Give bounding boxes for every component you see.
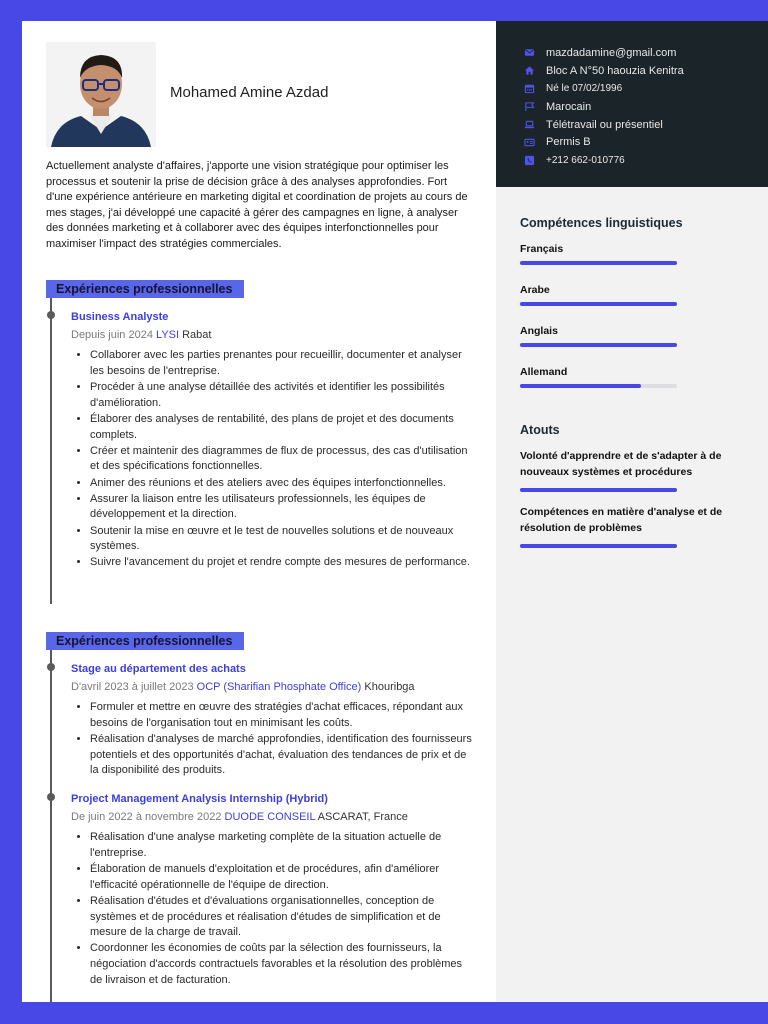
job-bullet: • Soutenir la mise en œuvre et le test de nouvelles solutions et de nouveaux systèmes. [90, 524, 476, 556]
contact-phone[interactable] [523, 151, 768, 169]
job-meta [71, 678, 476, 696]
language-level-bar [520, 384, 677, 388]
timeline-dot [47, 311, 55, 319]
contact-license-text: Permis B [546, 136, 591, 149]
language-level-bar [520, 261, 677, 265]
job-meta [71, 808, 476, 826]
contact-phone-text: +212 662-010776 [546, 154, 625, 166]
job-bullets [71, 830, 476, 989]
contact-worktype [523, 116, 768, 134]
atout-level-bar [520, 544, 677, 548]
job-company: LYSI [156, 329, 180, 341]
calendar-icon [523, 82, 536, 95]
contact-address-text: Bloc A N°50 haouzia Kenitra [546, 64, 684, 77]
timeline-dot [47, 663, 55, 671]
job-entry [71, 662, 476, 780]
language-level-bar [520, 343, 677, 347]
atouts-title: Atouts [520, 423, 560, 437]
job-bullet: • Réalisation d'études et d'évaluations organisationnelles, conception de systèmes et de procédures et réalisation d'études de simplification et de mesure de la charge de travail. [90, 894, 476, 941]
job-dates: Depuis juin 2024 [71, 329, 153, 341]
contact-worktype-text: Télétravail ou présentiel [546, 118, 663, 131]
timeline-line [50, 298, 52, 604]
job-entry [71, 310, 476, 572]
language-item [520, 366, 677, 388]
contact-block [496, 21, 768, 187]
atout-level-fill [520, 544, 677, 548]
job-dates: D'avril 2023 à juillet 2023 [71, 681, 194, 693]
language-name: Allemand [520, 366, 568, 378]
atout-level-fill [520, 488, 677, 492]
language-name: Arabe [520, 284, 550, 296]
contact-email-text: mazdadamine@gmail.com [546, 46, 677, 59]
language-level-fill [520, 302, 677, 306]
job-title: Stage au département des achats [71, 663, 246, 675]
home-icon [523, 64, 536, 77]
job-bullet: • Assurer la liaison entre les utilisateurs professionnels, les équipes de développement et la direction. [90, 492, 476, 524]
job-title: Project Management Analysis Internship (Hybrid) [71, 793, 328, 805]
contact-license [523, 133, 768, 151]
atout-level-bar [520, 488, 677, 492]
laptop-icon [523, 118, 536, 131]
contact-birthdate [523, 80, 768, 98]
job-bullet: • Réalisation d'une analyse marketing complète de la situation actuelle de l'entreprise. [90, 830, 476, 862]
job-bullets [71, 700, 476, 779]
atout-item [520, 505, 740, 548]
contact-nationality-text: Marocain [546, 100, 592, 113]
job-bullet: • Animer des réunions et des ateliers avec des équipes interfonctionnelles. [90, 476, 476, 492]
job-entry [71, 792, 476, 989]
job-bullet: • Procéder à une analyse détaillée des activités et identifier les possibilités d'amélioration. [90, 380, 476, 412]
job-bullet: • Créer et maintenir des diagrammes de flux de processus, des cas d'utilisation et des spécifications fonctionnelles. [90, 444, 476, 476]
job-bullet: • Élaboration de manuels d'exploitation et de procédures, afin d'améliorer l'efficacité opérationnelle de l'équipe de direction. [90, 862, 476, 894]
language-name: Anglais [520, 325, 558, 337]
section-title-experiences-1: Expériences professionnelles [46, 280, 244, 298]
atout-item [520, 449, 740, 492]
job-bullet: • Réalisation d'analyses de marché approfondies, identification des fournisseurs potentiels et des opportunités d'achat, évaluation des tendances de prix et de la disponibilité des produits. [90, 732, 476, 779]
contact-nationality [523, 98, 768, 116]
language-item [520, 325, 677, 347]
section-title-experiences-2: Expériences professionnelles [46, 632, 244, 650]
language-level-fill [520, 384, 641, 388]
job-bullet: • Formuler et mettre en œuvre des stratégies d'achat efficaces, répondant aux besoins de l'organisation tout en minimisant les coûts. [90, 700, 476, 732]
language-item [520, 284, 677, 306]
contact-email[interactable] [523, 44, 768, 62]
main-column [22, 21, 496, 1002]
atout-name: Volonté d'apprendre et de s'adapter à de nouveaux systèmes et procédures [520, 450, 722, 478]
job-bullet: • Coordonner les économies de coûts par la sélection des fournisseurs, la négociation d'accords contractuels favorables et la résolution des problèmes de livraison et de facturation. [90, 941, 476, 988]
language-level-fill [520, 261, 677, 265]
job-bullet: • Collaborer avec les parties prenantes pour recueillir, documenter et analyser les besoins de l'entreprise. [90, 348, 476, 380]
resume-page [22, 21, 768, 1002]
full-name: Mohamed Amine Azdad [170, 84, 329, 101]
job-location: ASCARAT, France [317, 811, 408, 823]
profile-summary: Actuellement analyste d'affaires, j'apporte une vision stratégique pour optimiser les processus et soutenir la prise de décision grâce à des analyses approfondies. Fort d'une expérience antérieure en marketing digital et coordination de projets au cours de mes stages, j'ai développé une capacité à gérer des campagnes en ligne, à analyser des données marketing et à collaborer avec des équipes interfonctionnelles pour maximiser l'impact des stratégies commerciales. [46, 160, 468, 250]
job-bullet: • Élaborer des analyses de rentabilité, des plans de projet et des documents complets. [90, 412, 476, 444]
timeline-line [50, 650, 52, 1002]
flag-icon [523, 100, 536, 113]
job-company: DUODE CONSEIL [224, 811, 316, 823]
profile-photo [46, 42, 156, 147]
language-level-bar [520, 302, 677, 306]
job-location: Rabat [182, 329, 212, 341]
job-bullet: • Suivre l'avancement du projet et rendre compte des mesures de performance. [90, 555, 476, 571]
atout-name: Compétences en matière d'analyse et de résolution de problèmes [520, 506, 723, 534]
mail-icon [523, 46, 536, 59]
language-item [520, 243, 677, 265]
phone-icon [523, 154, 536, 167]
timeline-dot [47, 793, 55, 801]
language-name: Français [520, 243, 564, 255]
contact-address [523, 62, 768, 80]
contact-birthdate-text: Né le 07/02/1996 [546, 83, 623, 95]
sidebar [496, 21, 768, 1002]
job-bullets [71, 348, 476, 571]
job-location: Khouribga [364, 681, 415, 693]
id-card-icon [523, 136, 536, 149]
job-company: OCP (Sharifian Phosphate Office) [196, 681, 362, 693]
job-title: Business Analyste [71, 311, 169, 323]
job-dates: De juin 2022 à novembre 2022 [71, 811, 222, 823]
languages-title: Compétences linguistiques [520, 216, 683, 230]
language-level-fill [520, 343, 677, 347]
job-meta [71, 326, 476, 344]
